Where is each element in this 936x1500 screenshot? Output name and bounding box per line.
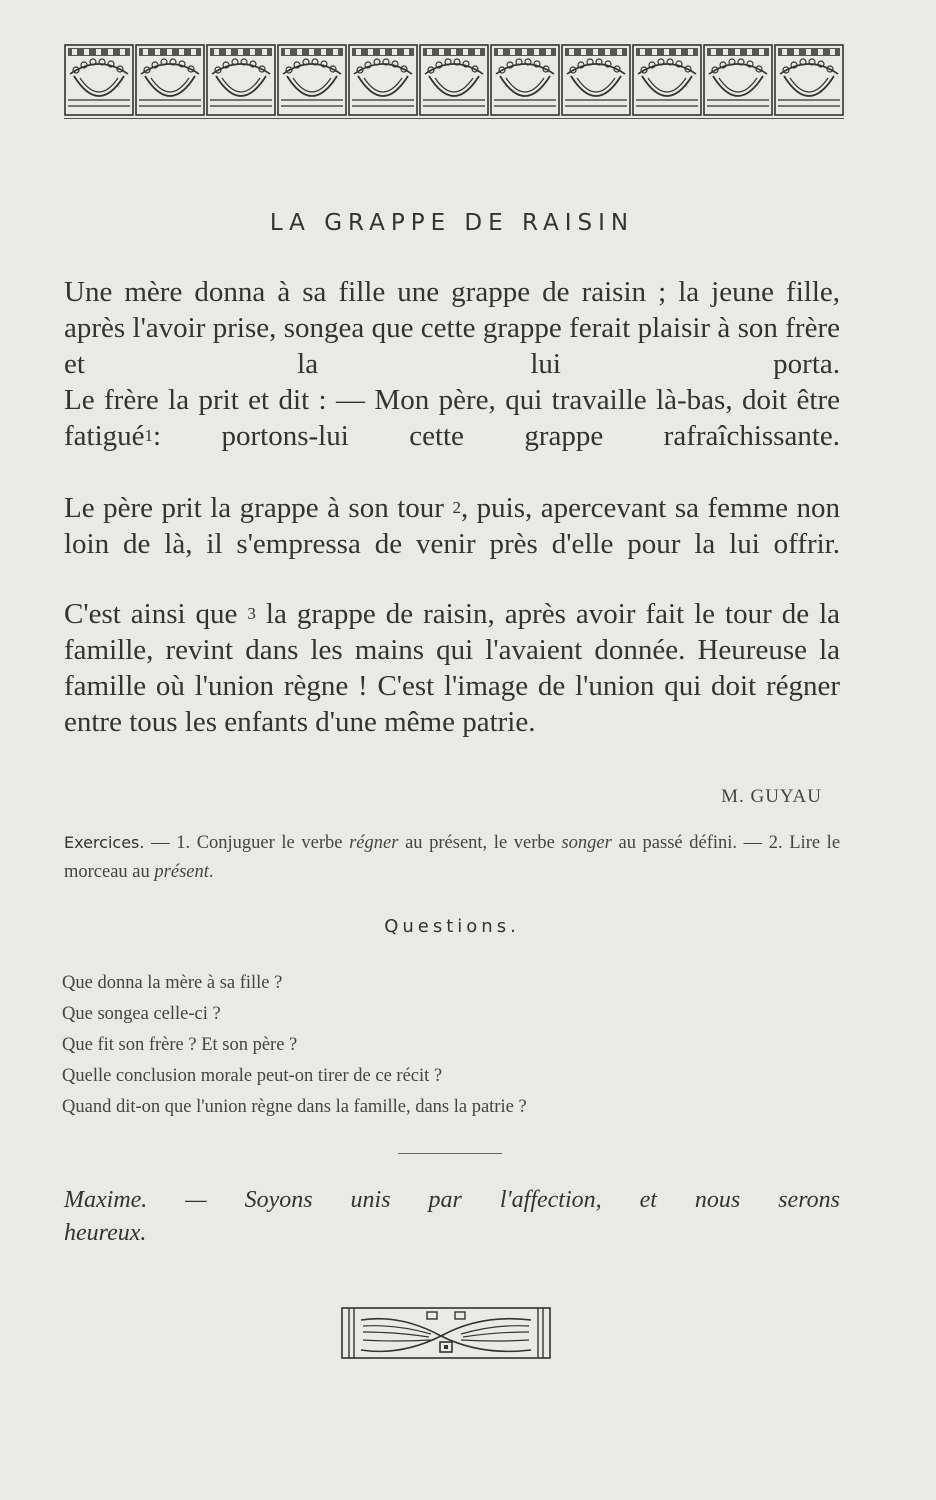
section-separator	[398, 1153, 502, 1154]
paragraph-2-text-a: Le frère la prit et dit : — Mon père, qui travaille là-bas, doit être fatigué	[64, 384, 840, 452]
question-item: Quelle conclusion morale peut-on tirer de ce récit ?	[62, 1066, 443, 1086]
question-item: Que fit son frère ? Et son père ?	[62, 1035, 298, 1055]
paragraph-3-text-a: Le père prit la grappe à son tour	[64, 492, 444, 524]
exercises-label: Exercices.	[64, 833, 145, 852]
questions-title: Questions.	[384, 916, 520, 937]
exercise-tense-present: présent	[154, 862, 209, 882]
exercises-block	[64, 828, 840, 887]
paragraph-3	[64, 490, 840, 562]
exercises-text-2: au présent, le verbe	[405, 833, 555, 853]
exercise-verb-regner: régner	[349, 833, 399, 853]
question-item: Que donna la mère à sa fille ?	[62, 973, 283, 993]
ornamental-tailpiece	[341, 1304, 551, 1362]
footnote-ref-2: 2	[452, 498, 461, 517]
paragraph-3-text-b: , puis, apercevant sa femme non loin de là, il s'empressa de venir près d'elle pour la lui offrir.	[64, 492, 841, 560]
exercises-text-1: — 1. Conjuguer le verbe	[151, 833, 343, 853]
chapter-title: LA GRAPPE DE RAISIN	[269, 210, 635, 236]
paragraph-4	[64, 596, 840, 740]
ornamental-header-band	[64, 44, 844, 118]
paragraph-2	[64, 382, 840, 454]
maxime-line-2: heureux.	[64, 1220, 147, 1246]
questions-list	[62, 968, 527, 1123]
question-item: Que songea celle-ci ?	[62, 1004, 221, 1024]
paragraph-4-text-b: la grappe de raisin, après avoir fait le tour de la famille, revint dans les mains qui l'avaient donnée. Heureuse la famille où l'union règne ! C'est l'image de l'union qui doit régner entre tous les enfants d'une même patrie.	[64, 598, 841, 738]
header-rule	[64, 118, 844, 119]
footnote-ref-1: 1	[144, 426, 154, 445]
exercises-text-3: au passé défini. — 2. Lire le morceau au	[64, 833, 841, 882]
paragraph-1-text: Une mère donna à sa fille une grappe de raisin ; la jeune fille, après l'avoir prise, songea que cette grappe ferait plaisir à son frère et la lui porta.	[64, 276, 840, 380]
paragraph-2-text-b: : portons-lui cette grappe rafraîchissante.	[153, 420, 840, 452]
question-item: Quand dit-on que l'union règne dans la famille, dans la patrie ?	[62, 1097, 527, 1117]
footnote-ref-3: 3	[247, 604, 256, 623]
author-signature: M. GUYAU	[721, 786, 822, 807]
exercises-text-4: .	[208, 862, 214, 882]
maxime	[64, 1184, 840, 1250]
exercise-verb-songer: songer	[561, 833, 612, 853]
paragraph-4-text-a: C'est ainsi que	[64, 598, 238, 630]
paragraph-1	[64, 274, 840, 382]
maxime-line-1: Maxime. — Soyons unis par l'affection, et nous serons	[64, 1187, 840, 1213]
